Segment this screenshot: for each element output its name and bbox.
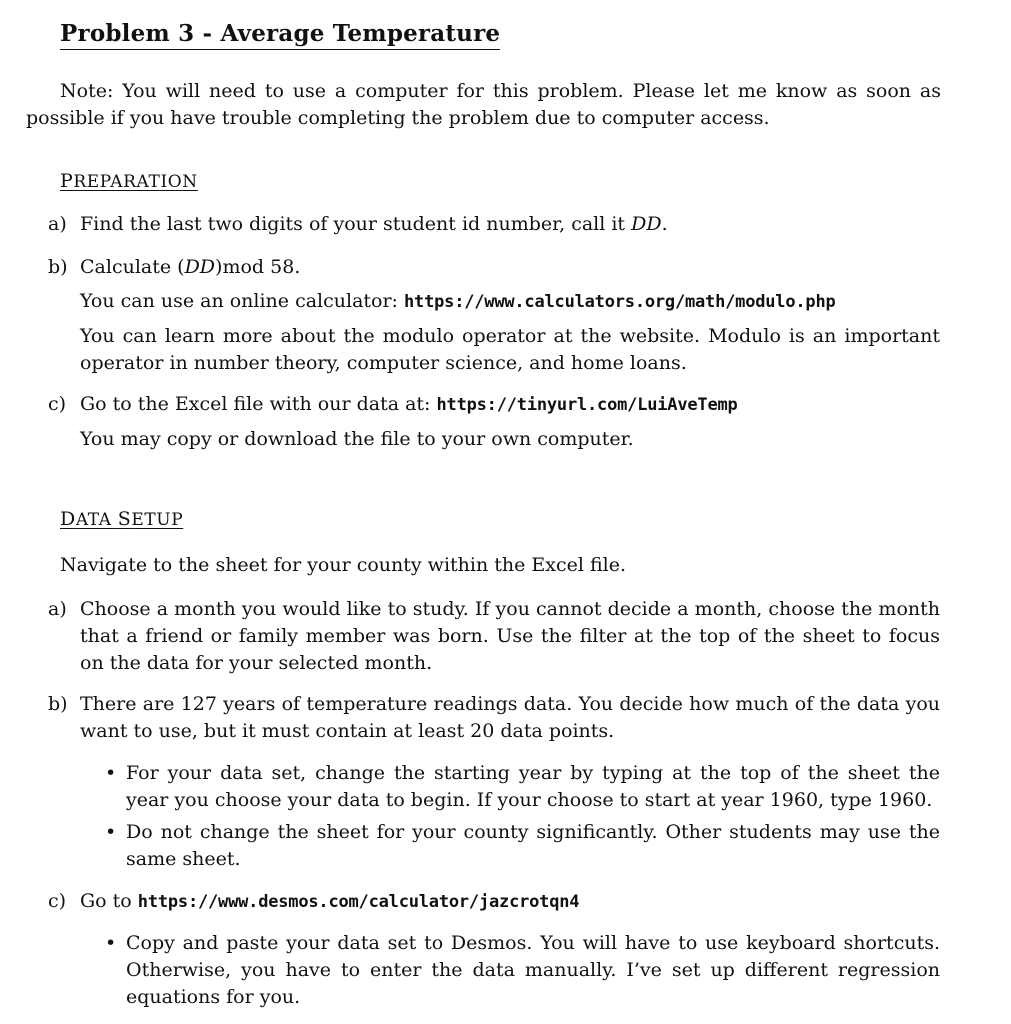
bullet-point: • (105, 762, 117, 784)
item-label: c) (48, 393, 67, 415)
prep-item-b (48, 254, 940, 281)
section-heading-preparation (60, 170, 198, 193)
heading-initial: P (60, 170, 74, 192)
bullet-point: • (105, 932, 117, 954)
item-label: b) (48, 256, 68, 278)
item-label: c) (48, 890, 67, 912)
note-paragraph: Note: You will need to use a computer for this problem. Please let me know as soon as possible if you have trouble completing the problem due to computer access. (26, 80, 941, 129)
bullet-text: Do not change the sheet for your county significantly. Other students may use the same sheet. (126, 821, 940, 870)
heading-rest: ATA (75, 510, 118, 530)
prep-item-c (48, 391, 940, 419)
prep-item-a (48, 211, 940, 238)
bullet-point: • (105, 821, 117, 843)
setup-item-a (48, 596, 940, 677)
heading-rest: REPARATION (73, 172, 198, 192)
heading-rest: ETUP (131, 510, 184, 530)
prep-b-modulo-paragraph: You can learn more about the modulo operator at the website. Modulo is an important operator in number theory, computer science, and home loans. (80, 325, 940, 374)
page-title: Problem 3 - Average Temperature (60, 20, 500, 50)
setup-b-bullet-1 (102, 760, 940, 814)
setup-b-bullet-2 (102, 819, 940, 873)
setup-item-c (48, 888, 940, 916)
item-label: a) (48, 213, 67, 235)
section-heading-data-setup (60, 508, 183, 531)
item-text: Calculate ( (80, 256, 185, 278)
item-text: Go to (80, 890, 138, 912)
item-text-end: )mod 58. (215, 256, 301, 278)
item-text: Find the last two digits of your student id number, call it (80, 213, 632, 235)
sub-text: You can use an online calculator: (80, 290, 405, 312)
item-label: b) (48, 693, 68, 715)
bullet-text: For your data set, change the starting year by typing at the top of the sheet the year you choose your data to begin. If your choose to start at year 1960, type 1960. (126, 762, 940, 811)
data-setup-intro: Navigate to the sheet for your county within the Excel file. (60, 554, 627, 576)
item-text-end: . (661, 213, 668, 235)
item-text: Go to the Excel file with our data at: (80, 393, 437, 415)
setup-c-bullet-1 (102, 930, 940, 1011)
math-variable: DD (184, 256, 216, 278)
heading-initial: S (117, 508, 132, 530)
heading-initial: D (60, 508, 76, 530)
item-text: Choose a month you would like to study. If you cannot decide a month, choose the month that a friend or family member was born. Use the filter at the top of the sheet to focus on the data for your selected month. (80, 598, 940, 674)
prep-b-calculator-line (80, 288, 940, 316)
item-text: There are 127 years of temperature readings data. You decide how much of the data you want to use, but it must contain at least 20 data points. (80, 693, 940, 742)
calculator-url[interactable]: https://www.calculators.org/math/modulo.php (404, 292, 836, 312)
item-label: a) (48, 598, 67, 620)
prep-c-sub: You may copy or download the file to your own computer. (80, 428, 634, 450)
desmos-url[interactable]: https://www.desmos.com/calculator/jazcrotqn4 (137, 892, 580, 912)
math-variable: DD (631, 213, 662, 235)
setup-item-b (48, 691, 940, 745)
excel-url[interactable]: https://tinyurl.com/LuiAveTemp (436, 395, 738, 415)
bullet-text: Copy and paste your data set to Desmos. You will have to use keyboard shortcuts. Otherwise, you have to enter the data manually. I’ve set up different regression equations for you. (126, 932, 940, 1008)
